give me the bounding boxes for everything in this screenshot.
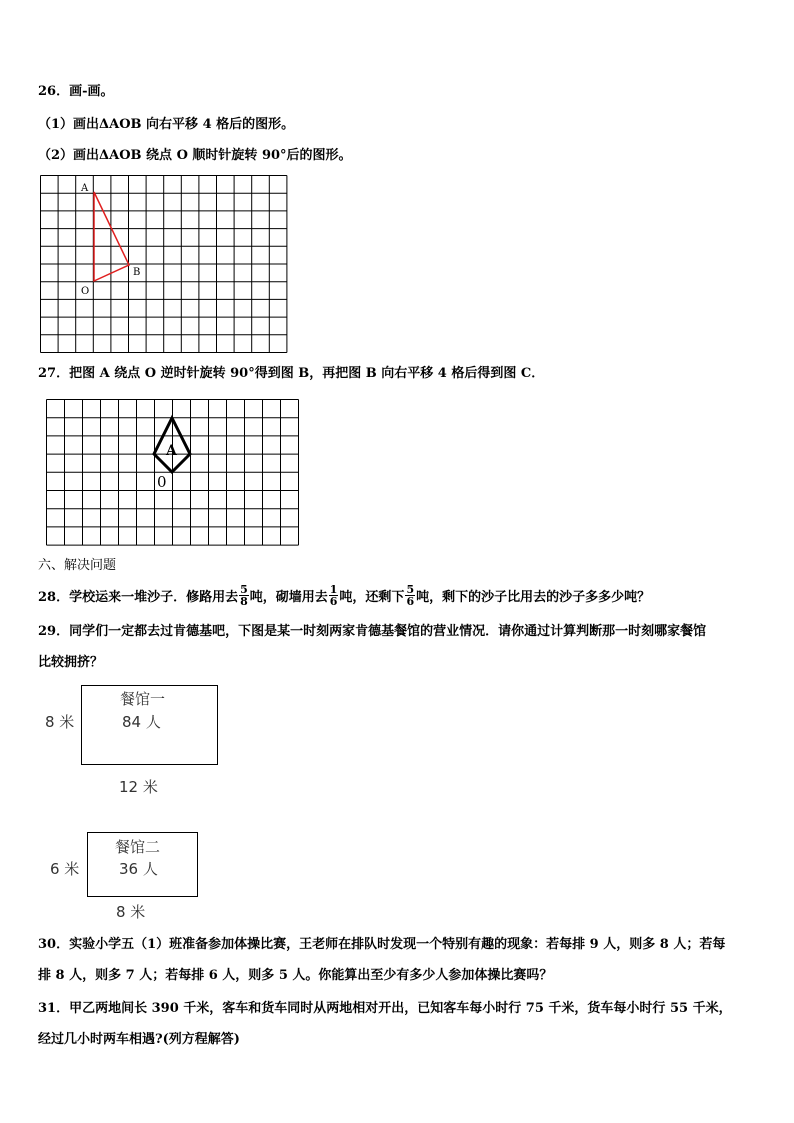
q28-part3: 吨，还剩下 [339, 590, 405, 605]
q27-grid [46, 399, 302, 547]
fraction-1-6 [329, 584, 339, 607]
label-b: B [133, 267, 141, 278]
fraction-numerator: 1 [329, 583, 338, 596]
figure-a-label: A [166, 443, 177, 459]
q28-part2: 吨，砌墙用去 [249, 590, 328, 605]
fraction-numerator: 5 [406, 583, 415, 596]
q30-line2: 排 8 人，则多 7 人；若每排 6 人，则多 5 人。你能算出至少有多少人参加体操比赛吗？ [38, 968, 553, 983]
section-title: 六、解决问题 [38, 558, 117, 573]
q29-line2: 比较拥挤？ [38, 655, 104, 670]
restaurant-2-name: 餐馆二 [115, 838, 161, 856]
restaurant-1-width: 12 米 [119, 778, 158, 796]
q26-sub1: （1）画出ΔAOB 向右平移 4 格后的图形。 [38, 117, 295, 132]
q26-sub2: （2）画出ΔAOB 绕点 O 顺时针旋转 90°后的图形。 [38, 148, 352, 163]
q31-line1: 31．甲乙两地间长 390 千米，客车和货车同时从两地相对开出，已知客车每小时行 75 千米，货车每小时行 55 千米， [38, 1001, 732, 1016]
label-o: O [81, 286, 90, 297]
fraction-5-6 [405, 584, 415, 607]
fraction-denominator: 8 [240, 595, 248, 608]
triangle-aob [94, 192, 129, 281]
label-a: A [81, 183, 89, 194]
point-o-label: 0 [157, 473, 167, 491]
fraction-numerator: 5 [240, 583, 248, 596]
q26-title: 26．画-画。 [38, 84, 114, 99]
q28-text [38, 583, 651, 609]
q28-part4: 吨，剩下的沙子比用去的沙子多多少吨？ [416, 590, 651, 605]
restaurant-1-height: 8 米 [45, 713, 75, 731]
q30-line1: 30．实验小学五（1）班准备参加体操比赛，王老师在排队时发现一个特别有趣的现象：若每排 9 人，则多 8 人；若每 [38, 937, 726, 952]
restaurant-2-width: 8 米 [116, 903, 146, 921]
restaurant-2-height: 6 米 [50, 860, 80, 878]
q28-part1: 28．学校运来一堆沙子．修路用去 [38, 590, 239, 605]
q27-text: 27．把图 A 绕点 O 逆时针旋转 90°得到图 B，再把图 B 向右平移 4 格后得到图 C． [38, 366, 545, 381]
q31-line2: 经过几小时两车相遇?(列方程解答) [38, 1032, 240, 1047]
q29-line1: 29．同学们一定都去过肯德基吧，下图是某一时刻两家肯德基餐馆的营业情况．请你通过计算判断那一时刻哪家餐馆 [38, 624, 707, 639]
restaurant-2-people: 36 人 [119, 860, 158, 878]
fraction-denominator: 6 [329, 595, 338, 608]
fraction-5-8 [239, 584, 249, 607]
restaurant-1-people: 84 人 [122, 713, 161, 731]
fraction-denominator: 6 [406, 595, 415, 608]
q26-grid [40, 175, 290, 355]
restaurant-1-name: 餐馆一 [120, 690, 166, 708]
